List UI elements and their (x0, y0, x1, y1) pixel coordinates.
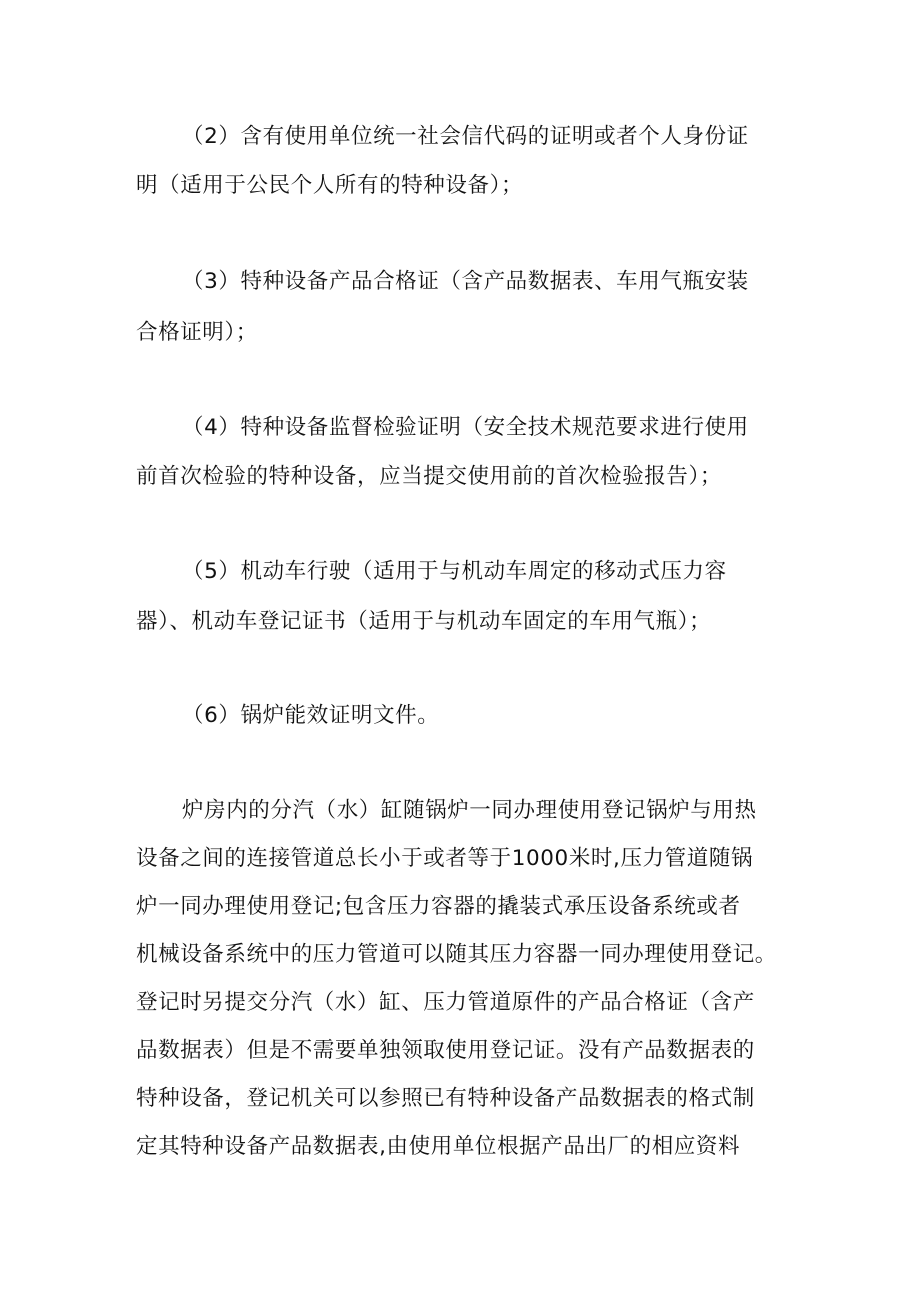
item-4-line-2: 前首次检验的特种设备，应当提交使用前的首次检验报告）； (136, 464, 722, 489)
item-3-line-2: 合格证明）； (136, 320, 258, 345)
paragraph-line-1: 炉房内的分汽（水）缸随锅炉一同办理使用登记锅炉与用热 (182, 798, 757, 823)
paragraph-line-6: 品数据表）但是不需要单独领取使用登记证。没有产品数据表的 (136, 1038, 755, 1063)
item-3-line-1: （3）特种设备产品合格证（含产品数据表、车用气瓶安装 (182, 269, 749, 294)
paragraph-line-5: 登记时另提交分汽（水）缸、压力管道原件的产品合格证（含产 (136, 990, 755, 1015)
paragraph-line-7: 特种设备，登记机关可以参照已有特种设备产品数据表的格式制 (136, 1086, 755, 1111)
item-5-line-2: 器）、机动车登记证书（适用于与机动车固定的车用气瓶）； (136, 609, 712, 634)
paragraph-line-4: 机械设备系统中的压力管道可以随其压力容器一同办理使用登记。 (136, 942, 777, 967)
paragraph-line-8: 定其特种设备产品数据表,由使用单位根据产品出厂的相应资料 (136, 1134, 741, 1159)
paragraph-line-2: 设备之间的连接管道总长小于或者等于1000米时,压力管道随锅 (136, 846, 754, 871)
item-4-line-1: （4）特种设备监督检验证明（安全技术规范要求进行使用 (182, 415, 749, 440)
item-2-line-2: 明（适用于公民个人所有的特种设备）； (136, 173, 524, 198)
item-6-line-1: （6）锅炉能效证明文件。 (182, 703, 440, 728)
item-5-line-1: （5）机动车行驶（适用于与机动车周定的移动式压力容 (182, 559, 727, 584)
paragraph-line-3: 炉一同办理使用登记;包含压力容器的撬装式承压设备系统或者 (136, 894, 741, 919)
item-2-line-1: （2）含有使用单位统一社会信代码的证明或者个人身份证 (182, 124, 749, 149)
